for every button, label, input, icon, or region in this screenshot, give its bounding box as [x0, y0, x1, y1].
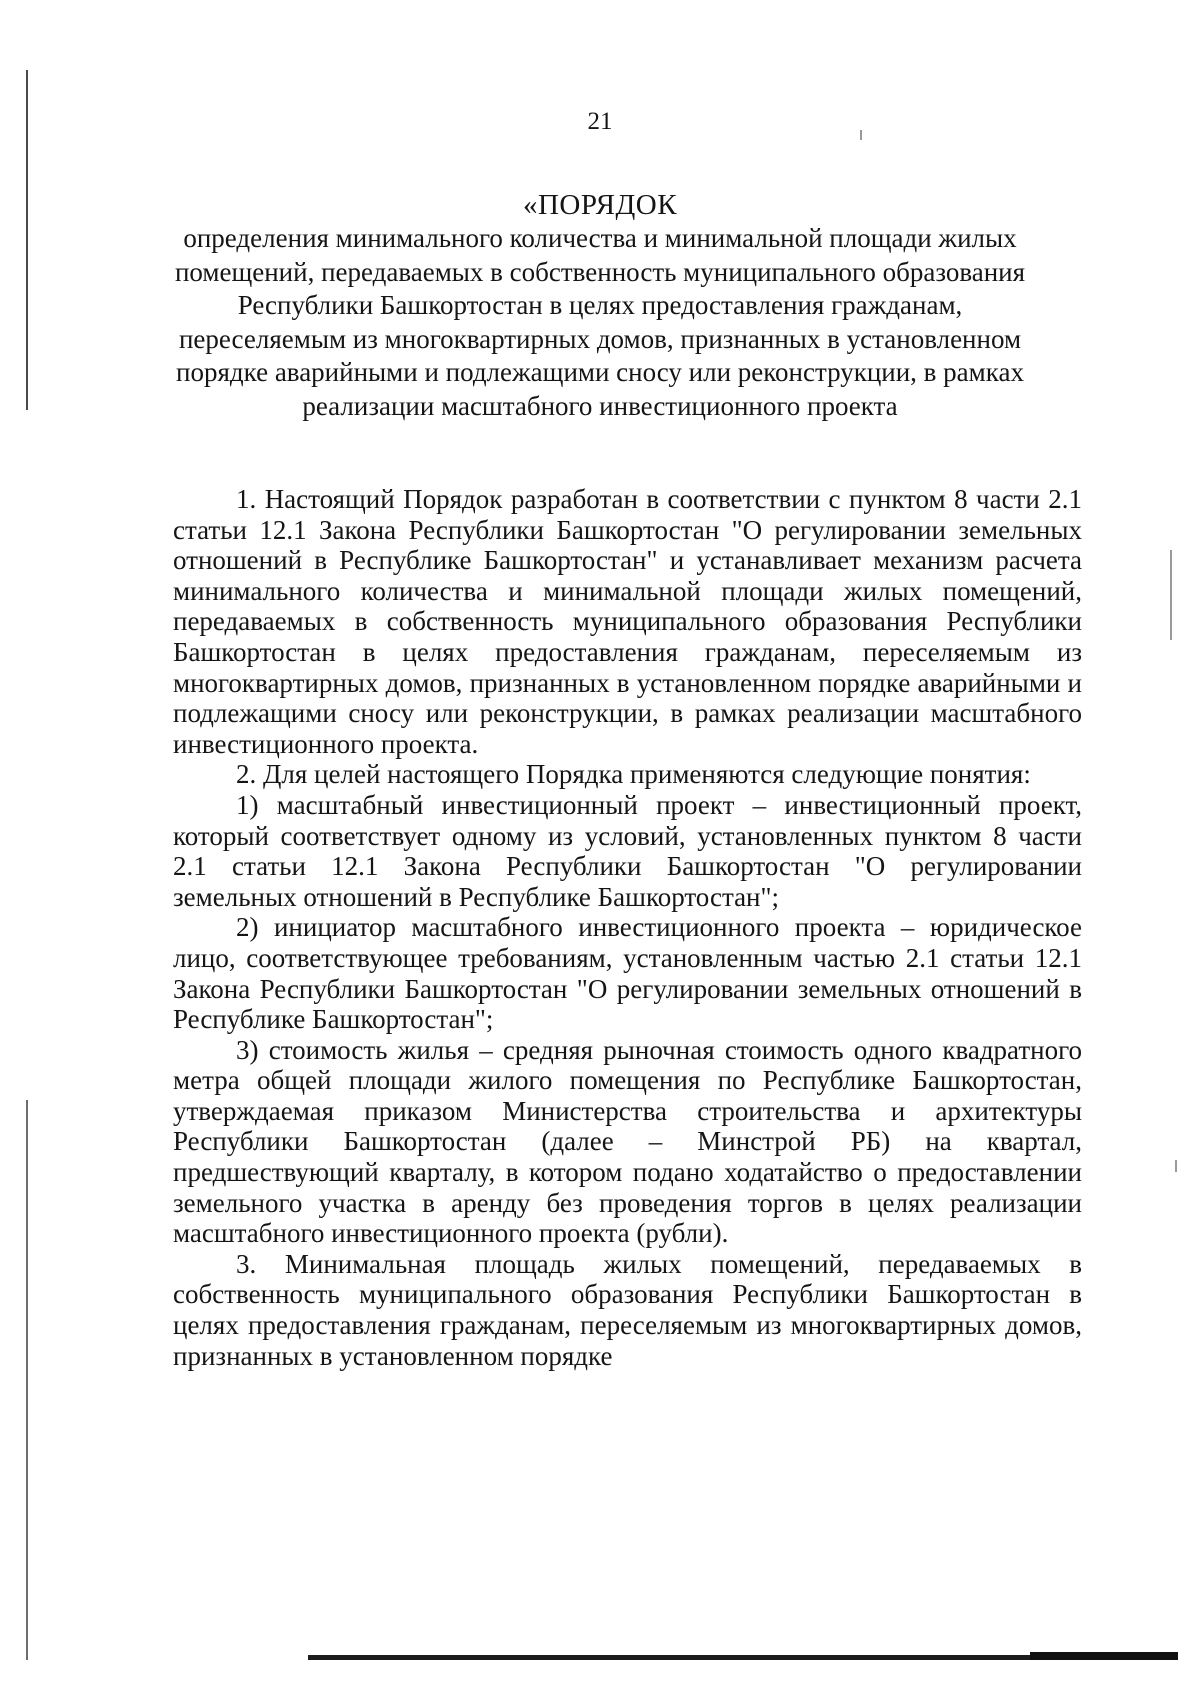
paragraph-2: 2. Для целей настоящего Порядка применяются следующие понятия:: [236, 759, 1031, 790]
bottom-scan-rule-dark: [1030, 1652, 1178, 1660]
document-subtitle: определения минимального количества и минимальной площади жилых помещений, передаваемых в собственность муниципального образования Республики Башкортостан в целях предоставления гражданам, переселяемым из многоквартирных домов, признанных в установленном порядке аварийными и подлежащими сносу или реконструкции, в рамках реализации масштабного инвестиционного проекта: [174, 223, 1026, 421]
page-number: 21: [587, 108, 613, 135]
paragraph-3: 3. Минимальная площадь жилых помещений, передаваемых в собственность муниципального образования Республики Башкортостан в целях предоставления гражданам, переселяемым из многоквартирных домов, признанных в установленном порядке: [173, 1248, 1082, 1371]
document-header: [160, 188, 1040, 423]
document-title: «ПОРЯДОК: [522, 189, 678, 221]
scan-speck: [1175, 1160, 1177, 1172]
paragraph-2-item-2: 2) инициатор масштабного инвестиционного проекта – юридическое лицо, соответствующее требованиям, установленным частью 2.1 статьи 12.1 Закона Республики Башкортостан "О регулировании земельных отношений в Республике Башкортостан";: [173, 912, 1082, 1035]
paragraph-1: 1. Настоящий Порядок разработан в соответствии с пунктом 8 части 2.1 статьи 12.1 Закона Республики Башкортостан "О регулировании земельных отношений в Республике Башкортостан" и устанавливает механизм расчета минимального количества и минимальной площади жилых помещений, передаваемых в собственность муниципального образования Республики Башкортостан в целях предоставления гражданам, переселяемым из многоквартирных домов, признанных в установленном порядке аварийными и подлежащими сносу или реконструкции, в рамках реализации масштабного инвестиционного проекта.: [173, 484, 1082, 759]
scan-left-edge: [26, 1100, 28, 1660]
document-body: [173, 484, 1082, 1371]
paragraph-2-item-3: 3) стоимость жилья – средняя рыночная стоимость одного квадратного метра общей площади жилого помещения по Республике Башкортостан, утверждаемая приказом Министерства строительства и архитектуры Республики Башкортостан (далее – Минстрой РБ) на квартал, предшествующий кварталу, в котором подано ходатайство о предоставлении земельного участка в аренду без проведения торгов в целях реализации масштабного инвестиционного проекта (рубли).: [173, 1034, 1082, 1249]
paragraph-2-item-1: 1) масштабный инвестиционный проект – инвестиционный проект, который соответствует одному из условий, установленных пунктом 8 части 2.1 статьи 12.1 Закона Республики Башкортостан "О регулировании земельных отношений в Республике Башкортостан";: [173, 789, 1082, 912]
scan-speck: [1170, 550, 1172, 640]
